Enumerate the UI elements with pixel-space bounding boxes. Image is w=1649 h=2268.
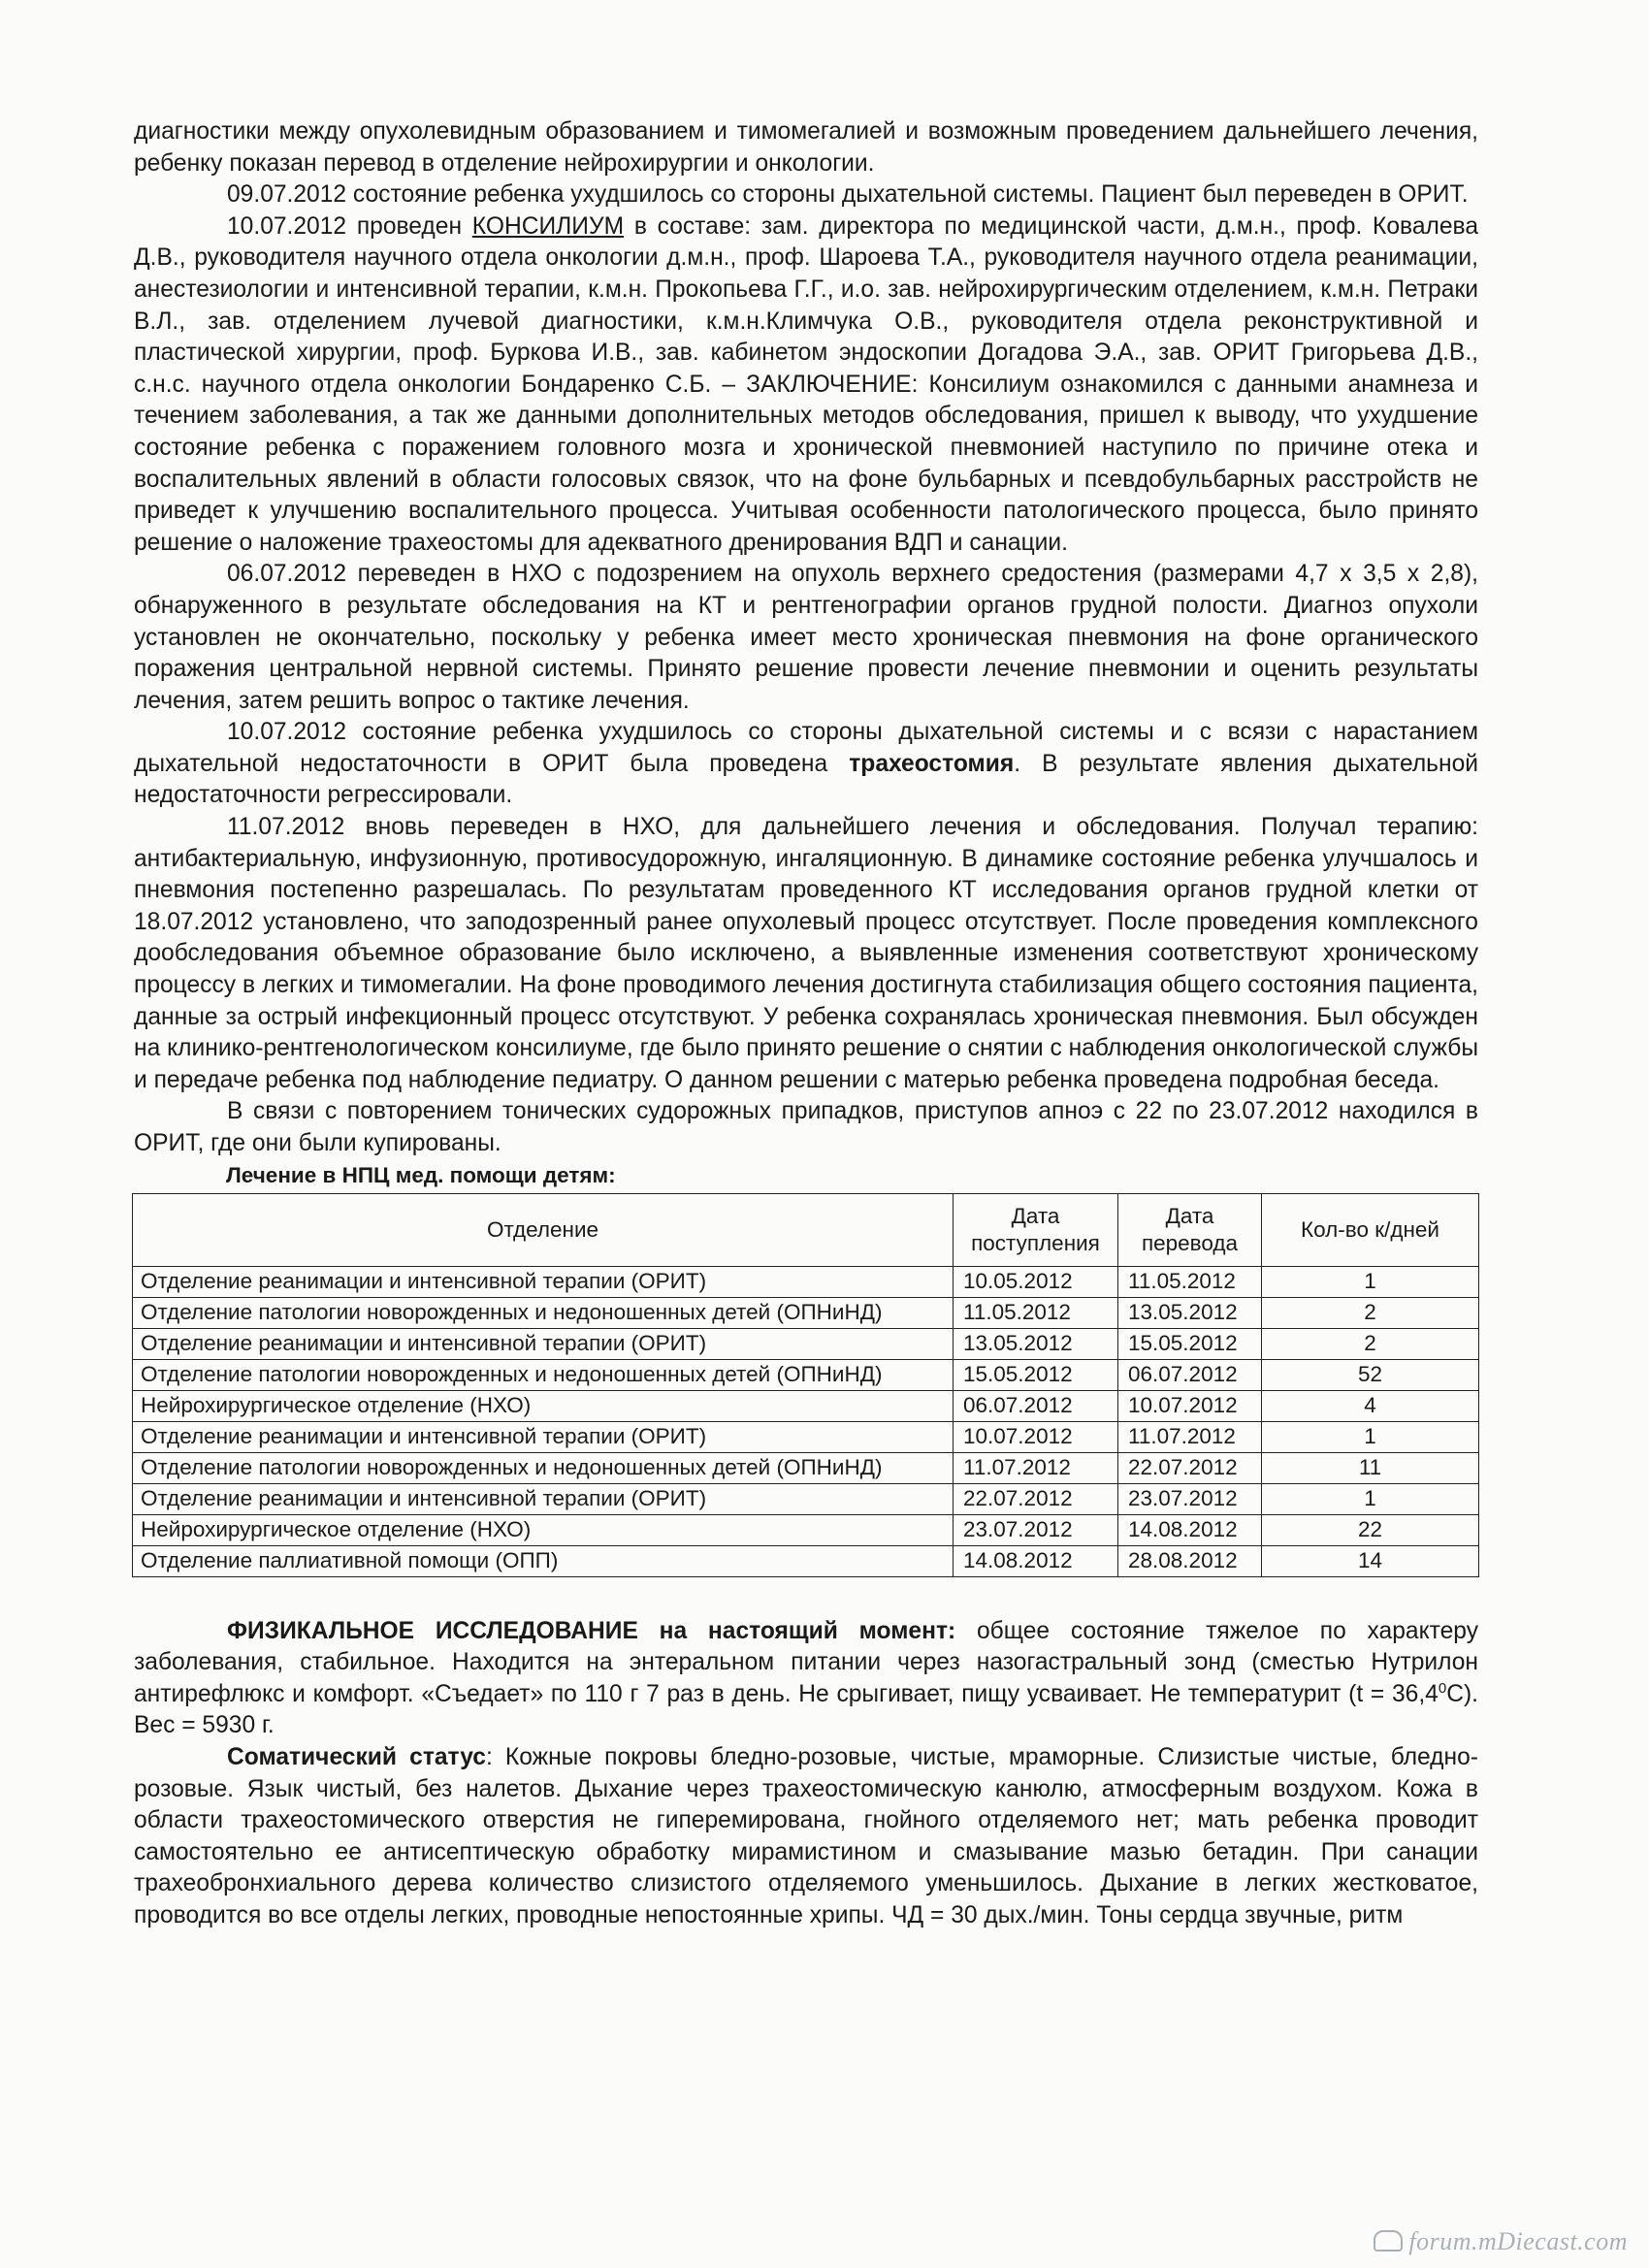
consilium-term: КОНСИЛИУМ: [471, 212, 625, 240]
cell-transfer-date: 22.07.2012: [1118, 1452, 1262, 1483]
cell-department: Отделение паллиативной помощи (ОПП): [133, 1545, 954, 1576]
paragraph-physical-exam: [134, 1616, 1478, 1742]
cell-transfer-date: 06.07.2012: [1118, 1359, 1262, 1390]
cell-department: Отделение реанимации и интенсивной терапии (ОРИТ): [133, 1421, 954, 1452]
physical-exam-heading: ФИЗИКАЛЬНОЕ ИССЛЕДОВАНИЕ на настоящий момент:: [227, 1617, 956, 1644]
cell-bed-days: 2: [1262, 1297, 1479, 1328]
cell-bed-days: 4: [1262, 1390, 1479, 1421]
table-row: [133, 1452, 1479, 1483]
header-transfer-date: Дата перевода: [1118, 1193, 1262, 1266]
paragraph-somatic-status: [134, 1742, 1478, 1932]
cell-transfer-date: 15.05.2012: [1118, 1328, 1262, 1359]
paragraph-6: 11.07.2012 вновь переведен в НХО, для дальнейшего лечения и обследования. Получал терапию: антибактериальную, инфузионную, противосудорожную, ингаляционную. В динамике состояние ребенка улучшалось и пневмония постепенно разрешалась. По результатам проведенного КТ исследования органов грудной клетки от 18.07.2012 установлено, что заподозренный ранее опухолевый процесс отсутствует. После проведения комплексного дообследования объемное образование было исключено, а выявленные изменения соответствуют хроническому процессу в легких и тимомегалии. На фоне проводимого лечения достигнута стабилизация общего состояния пациента, данные за острый инфекционный процесс отсутствуют. У ребенка сохранялась хроническая пневмония. Был обсужден на клинико-рентгенологическом консилиуме, где было принято решение о снятии с наблюдения онкологической службы и передаче ребенка под наблюдение педиатру. О данном решении с матерью ребенка проведена подробная беседа.: [134, 814, 1478, 1093]
cell-admission-date: 22.07.2012: [954, 1483, 1118, 1514]
cell-department: Нейрохирургическое отделение (НХО): [133, 1514, 954, 1545]
paragraph-5-tail: . В результате явления дыхательной недостаточности регрессировали.: [134, 750, 1478, 809]
cell-bed-days: 22: [1262, 1514, 1479, 1545]
cell-admission-date: 10.05.2012: [954, 1266, 1118, 1297]
somatic-status-text: : Кожные покровы бледно-розовые, чистые, мраморные. Слизистые чистые, бледно-розовые. Язык чистый, без налетов. Дыхание через трахеостомическую канюлю, атмосферным воздухом. Кожа в области трахеостомического отверстия не гиперемирована, гнойного отделяемого нет; мать ребенка проводит самостоятельно ее антисептическую обработку мирамистином и смазывание мазью бетадин. При санации трахеобронхиального дерева количество слизистого отделяемого уменьшилось. Дыхание в легких жестковатое, проводится во все отделы легких, проводные непостоянные хрипы. ЧД = 30 дых./мин. Тоны сердца звучные, ритм: [134, 1743, 1478, 1928]
car-icon: [1374, 2230, 1403, 2252]
paragraph-3-body: в составе: зам. директора по медицинской части, д.м.н., проф. Ковалева Д.В., руководителя научного отдела онкологии д.м.н., проф. Шароева Т.А., руководителя научного отдела реанимации, анестезиологии и интенсивной терапии, к.м.н. Прокопьева Г.Г., и.о. зав. нейрохирургическим отделением, к.м.н. Петраки В.Л., зав. отделением лучевой диагностики, к.м.н.Климчука О.В., руководителя отдела реконструктивной и пластической хирургии, проф. Буркова И.В., зав. кабинетом эндоскопии Догадова Э.А., зав. ОРИТ Григорьева Д.В., с.н.с. научного отдела онкологии Бондаренко С.Б. – ЗАКЛЮЧЕНИЕ: Консилиум ознакомился с данными анамнеза и течением заболевания, а так же данными дополнительных методов обследования, пришел к выводу, что ухудшение состояние ребенка с поражением головного мозга и хронической пневмонией наступило по причине отека и воспалительных явлений в области голосовых связок, что на фоне бульбарных и псевдобульбарных расстройств не приведет к улучшению воспалительного процесса. Учитывая особенности патологического процесса, было принято решение о наложение трахеостомы для адекватного дренирования ВДП и санации.: [134, 212, 1478, 556]
paragraph-5: [134, 717, 1478, 812]
cell-admission-date: 23.07.2012: [954, 1514, 1118, 1545]
cell-transfer-date: 10.07.2012: [1118, 1390, 1262, 1421]
header-department: Отделение: [133, 1193, 954, 1266]
cell-bed-days: 1: [1262, 1483, 1479, 1514]
physical-exam-tail: С). Вес = 5930 г.: [134, 1680, 1478, 1739]
watermark: [1374, 2227, 1628, 2256]
cell-admission-date: 13.05.2012: [954, 1328, 1118, 1359]
cell-department: Отделение патологии новорожденных и недоношенных детей (ОПНиНД): [133, 1359, 954, 1390]
header-admission-date: Дата поступления: [954, 1193, 1118, 1266]
table-row: [133, 1514, 1479, 1545]
cell-bed-days: 52: [1262, 1359, 1479, 1390]
table-title-colon: :: [608, 1162, 616, 1187]
cell-transfer-date: 14.08.2012: [1118, 1514, 1262, 1545]
table-title-text: Лечение в НПЦ мед. помощи детям: [226, 1162, 609, 1187]
cell-transfer-date: 11.05.2012: [1118, 1266, 1262, 1297]
table-row: [133, 1328, 1479, 1359]
table-row: [133, 1390, 1479, 1421]
cell-bed-days: 2: [1262, 1328, 1479, 1359]
watermark-text: forum.mDiecast.com: [1408, 2227, 1628, 2255]
header-bed-days: Кол-во к/дней: [1262, 1193, 1479, 1266]
table-row: [133, 1421, 1479, 1452]
cell-admission-date: 11.07.2012: [954, 1452, 1118, 1483]
paragraph-4: 06.07.2012 переведен в НХО с подозрением на опухоль верхнего средостения (размерами 4,7 х 3,5 х 2,8), обнаруженного в результате обследования на КТ и рентгенографии органов грудной полости. Диагноз опухоли установлен не окончательно, поскольку у ребенка имеет место хроническая пневмония на фоне органического поражения центральной нервной системы. Принято решение провести лечение пневмонии и оценить результаты лечения, затем решить вопрос о тактике лечения.: [134, 561, 1478, 714]
cell-department: Отделение патологии новорожденных и недоношенных детей (ОПНиНД): [133, 1297, 954, 1328]
cell-bed-days: 14: [1262, 1545, 1479, 1576]
table-row: [133, 1483, 1479, 1514]
cell-department: Отделение реанимации и интенсивной терапии (ОРИТ): [133, 1328, 954, 1359]
cell-transfer-date: 28.08.2012: [1118, 1545, 1262, 1576]
table-row: [133, 1297, 1479, 1328]
paragraph-1: диагностики между опухолевидным образованием и тимомегалией и возможным проведением дальнейшего лечения, ребенку показан перевод в отделение нейрохирургии и онкологии.: [134, 118, 1478, 177]
cell-bed-days: 11: [1262, 1452, 1479, 1483]
table-row: [133, 1266, 1479, 1297]
cell-admission-date: 06.07.2012: [954, 1390, 1118, 1421]
table-title: [226, 1162, 1478, 1189]
cell-transfer-date: 23.07.2012: [1118, 1483, 1262, 1514]
tracheostomy-term: трахеостомия: [849, 750, 1015, 777]
table-row: [133, 1359, 1479, 1390]
cell-transfer-date: 13.05.2012: [1118, 1297, 1262, 1328]
cell-department: Отделение патологии новорожденных и недоношенных детей (ОПНиНД): [133, 1452, 954, 1483]
cell-department: Отделение реанимации и интенсивной терапии (ОРИТ): [133, 1483, 954, 1514]
paragraph-7: В связи с повторением тонических судорожных припадков, приступов апноэ с 22 по 23.07.2012 находился в ОРИТ, где они были купированы.: [134, 1098, 1478, 1156]
cell-bed-days: 1: [1262, 1421, 1479, 1452]
cell-admission-date: 10.07.2012: [954, 1421, 1118, 1452]
cell-admission-date: 11.05.2012: [954, 1297, 1118, 1328]
physical-exam-text: общее состояние тяжелое по характеру заболевания, стабильное. Находится на энтеральном питании через назогастральный зонд (сместью Нутрилон антирефлюкс и комфорт. «Съедает» по 110 г 7 раз в день. Не срыгивает, пищу усваивает. Не температурит (t = 36,4: [134, 1617, 1478, 1707]
cell-transfer-date: 11.07.2012: [1118, 1421, 1262, 1452]
paragraph-2: 09.07.2012 состояние ребенка ухудшилось со стороны дыхательной системы. Пациент был переведен в ОРИТ.: [227, 181, 1469, 209]
cell-admission-date: 14.08.2012: [954, 1545, 1118, 1576]
cell-department: Отделение реанимации и интенсивной терапии (ОРИТ): [133, 1266, 954, 1297]
paragraph-3: [134, 211, 1478, 560]
table-header-row: [133, 1193, 1479, 1266]
somatic-status-heading: Соматический статус: [227, 1743, 486, 1770]
cell-department: Нейрохирургическое отделение (НХО): [133, 1390, 954, 1421]
cell-admission-date: 15.05.2012: [954, 1359, 1118, 1390]
paragraph-5-lead: 10.07.2012 состояние ребенка ухудшилось со стороны дыхательной системы и с всязи с нарастанием дыхательной недостаточности в ОРИТ была проведена: [134, 719, 1478, 777]
treatment-table: [132, 1193, 1479, 1577]
degree-sign: 0: [1438, 1679, 1447, 1697]
cell-bed-days: 1: [1262, 1266, 1479, 1297]
paragraph-3-lead: 10.07.2012 проведен: [227, 212, 472, 240]
table-row: [133, 1545, 1479, 1576]
